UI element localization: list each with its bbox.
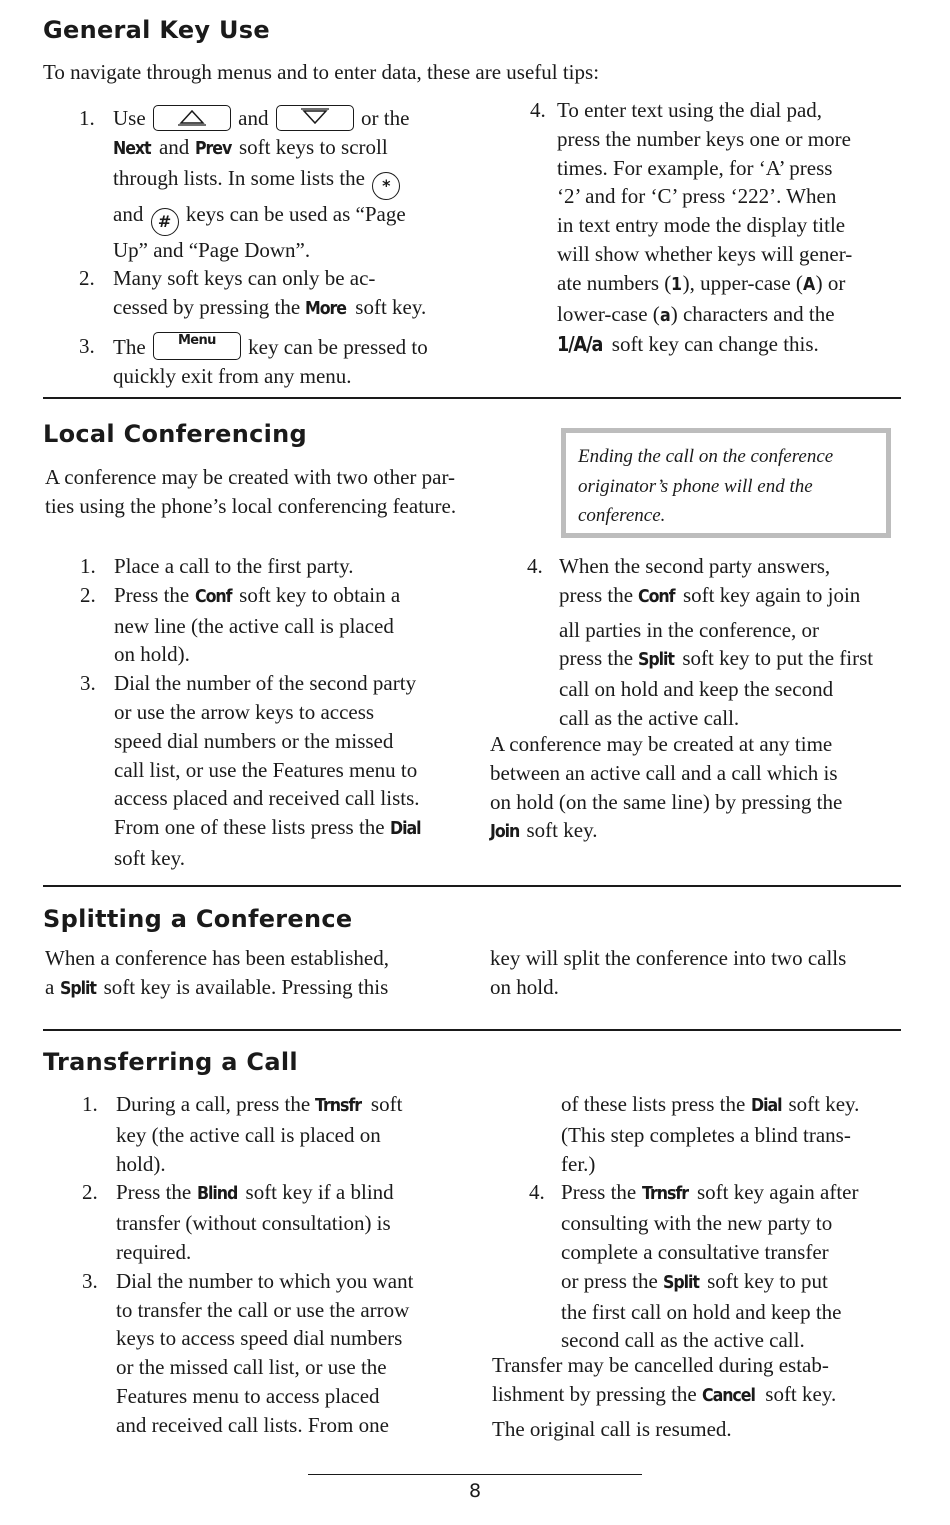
glyph-lowercase: a <box>659 304 670 326</box>
hash-key-icon: # <box>151 208 179 236</box>
soft-key-dial: Dial <box>750 1095 782 1116</box>
section-heading-general-key-use: General Key Use <box>43 16 270 44</box>
section-heading-local-conferencing: Local Conferencing <box>43 420 308 448</box>
general-key-use-list-left <box>79 104 473 391</box>
list-item-continued: of these lists press the Dial soft key. (This step completes a blind trans- fer.) <box>561 1092 860 1176</box>
local-conferencing-list-left <box>80 552 474 873</box>
star-key-icon: * <box>372 172 400 200</box>
list-item: 2. Many soft keys can only be ac- cessed by pressing the More soft key. <box>113 264 473 324</box>
splitting-text-right: key will split the conference into two calls on hold. <box>490 946 847 999</box>
section-divider <box>43 1029 901 1031</box>
list-item: 3. Dial the number of the second party or use the arrow keys to access speed dial numbers or the missed call list, or use the Features menu to access placed and received call lists. From one of these lists press the Dial soft key. <box>80 671 421 870</box>
list-item: 1. Place a call to the first party. <box>80 554 354 578</box>
list-item: 3. The Menu key can be pressed to quickly exit from any menu. <box>79 332 428 388</box>
soft-key-dial: Dial <box>389 818 421 840</box>
local-conferencing-intro: A conference may be created with two other par- ties using the phone’s local conferencing feature. <box>45 465 457 518</box>
section-divider <box>43 397 901 399</box>
soft-key-prev: Prev <box>194 137 231 159</box>
local-conferencing-list-right <box>527 552 909 733</box>
list-item: 4. Press the Trnsfr soft key again after consulting with the new party to complete a consultative transfer or press the Split soft key to put the first call on hold and keep the second call as the active call. <box>529 1180 859 1353</box>
soft-key-split: Split <box>638 649 675 671</box>
general-key-use-intro: To navigate through menus and to enter data, these are useful tips: <box>43 60 600 84</box>
menu-key-icon: Menu <box>153 332 241 360</box>
transferring-list-right <box>529 1090 911 1355</box>
general-key-use-list-right <box>530 96 907 359</box>
soft-key-split: Split <box>59 977 96 999</box>
list-item: 4. When the second party answers, press the Conf soft key again to join all parties in the conference, or press the Split soft key to put the first call on hold and keep the second call as the active call. <box>527 554 874 730</box>
soft-key-cancel: Cancel <box>701 1384 755 1406</box>
soft-key-conf: Conf <box>638 585 675 607</box>
list-item: 1. Use and or the Next and Prev soft keys to scroll through lists. In some lists the * and # keys can be used as “Page Up” and “Page Down”. <box>79 106 410 262</box>
transferring-list-left <box>82 1090 476 1440</box>
list-item: 4. To enter text using the dial pad, press the number keys one or more times. For example, for ‘A’ press ‘2’ and for ‘C’ press ‘222’. When in text entry mode the display title will show whether keys will gener- ate numbers (1), upper-case (A) or lower-case (a) characters and the 1/A/a soft key can change this. <box>557 96 907 359</box>
section-heading-splitting: Splitting a Conference <box>43 905 353 933</box>
down-arrow-key-icon <box>276 105 354 131</box>
footer-divider <box>308 1474 642 1475</box>
glyph-numeric: 1 <box>671 273 682 295</box>
glyph-uppercase: A <box>802 273 815 295</box>
note-box: Ending the call on the conference originator’s phone will end the conference. <box>561 428 891 538</box>
section-heading-transferring: Transferring a Call <box>43 1048 298 1076</box>
transferring-outro: Transfer may be cancelled during estab- lishment by pressing the Cancel soft key. The original call is resumed. <box>492 1353 837 1441</box>
list-item: 1. During a call, press the Trnsfr soft key (the active call is placed on hold). <box>82 1092 403 1176</box>
list-item: 3. Dial the number to which you want to transfer the call or use the arrow keys to access speed dial numbers or the missed call list, or use the Features menu to access placed and received call lists. From one <box>82 1268 414 1437</box>
local-conferencing-outro: A conference may be created at any time between an active call and a call which is on hold (on the same line) by pressing the Join soft key. <box>490 730 842 847</box>
soft-key-next: Next <box>113 137 151 159</box>
up-arrow-key-icon <box>153 105 231 131</box>
soft-key-join: Join <box>490 821 520 843</box>
section-divider <box>43 885 901 887</box>
splitting-text-left: When a conference has been established, a Split soft key is available. Pressing this <box>45 944 389 1004</box>
soft-key-trnsfr: Trnsfr <box>641 1183 688 1205</box>
page-number: 8 <box>468 1480 482 1502</box>
soft-key-1aa: 1/A/a <box>557 332 603 357</box>
soft-key-conf: Conf <box>194 585 231 607</box>
soft-key-more: More <box>305 298 347 320</box>
soft-key-split: Split <box>663 1271 699 1293</box>
list-item: 2. Press the Conf soft key to obtain a new line (the active call is placed on hold). <box>80 582 401 667</box>
soft-key-blind: Blind <box>196 1183 237 1205</box>
list-item: 2. Press the Blind soft key if a blind transfer (without consultation) is required. <box>82 1180 394 1264</box>
soft-key-trnsfr: Trnsfr <box>315 1095 362 1116</box>
